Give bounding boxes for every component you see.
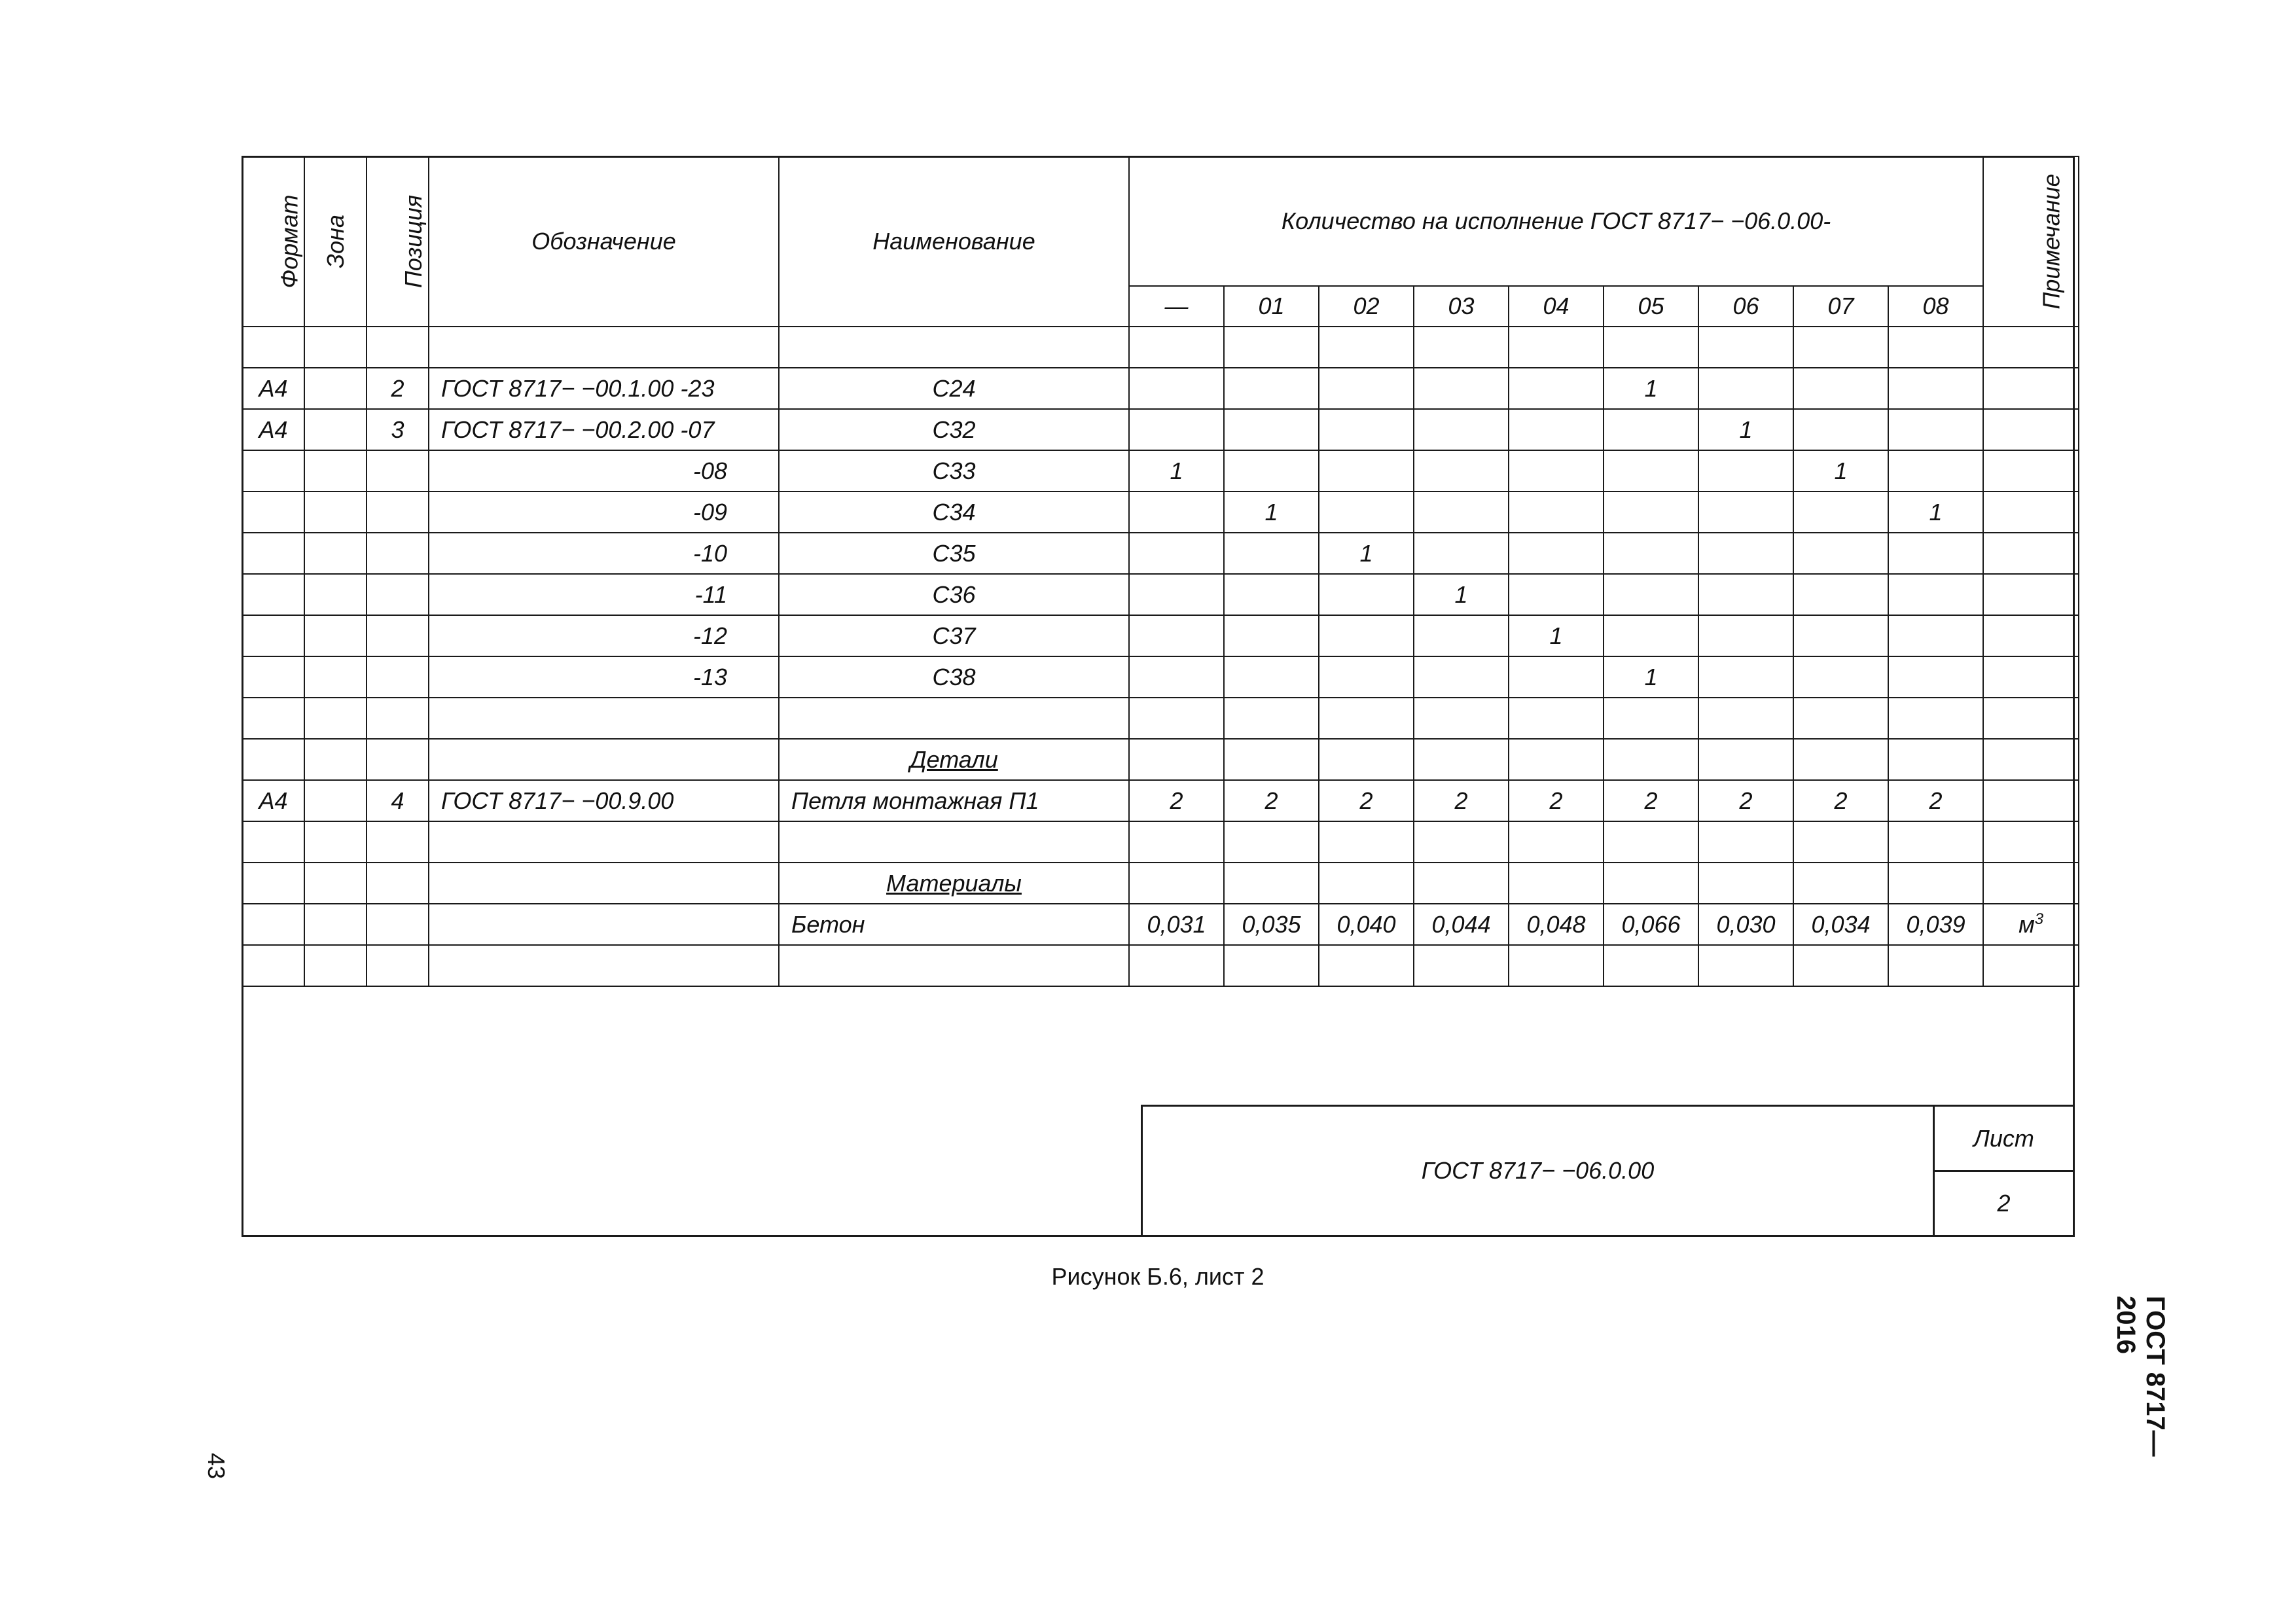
cell-designation: -09 xyxy=(429,491,779,533)
cell-position: 4 xyxy=(367,780,429,821)
cell-quantity xyxy=(1888,368,1983,409)
header-variant: 04 xyxy=(1509,286,1604,327)
cell-designation: -10 xyxy=(429,533,779,574)
cell-quantity: 1 xyxy=(1509,615,1604,656)
cell-quantity xyxy=(1793,656,1888,698)
cell-zone xyxy=(304,656,367,698)
sheet-label: Лист xyxy=(1973,1124,2034,1152)
cell-designation: -08 xyxy=(429,450,779,491)
cell-format xyxy=(242,574,304,615)
cell-position: 3 xyxy=(367,409,429,450)
cell-quantity xyxy=(1509,491,1604,533)
cell-name: С35 xyxy=(779,533,1129,574)
cell-quantity xyxy=(1793,615,1888,656)
cell-quantity xyxy=(1509,863,1604,904)
sheet-number: 2 xyxy=(1997,1190,2011,1217)
cell-quantity xyxy=(1698,615,1793,656)
cell-quantity xyxy=(1224,327,1319,368)
header-variant: 02 xyxy=(1319,286,1414,327)
header-variant: — xyxy=(1129,286,1224,327)
cell-section-heading xyxy=(779,739,1129,780)
cell-quantity xyxy=(1888,615,1983,656)
cell-quantity xyxy=(1793,698,1888,739)
cell-quantity xyxy=(1888,821,1983,863)
cell-designation xyxy=(429,863,779,904)
cell-quantity xyxy=(1224,533,1319,574)
cell-quantity xyxy=(1224,368,1319,409)
cell-position xyxy=(367,698,429,739)
table-row xyxy=(242,780,2079,821)
cell-designation: -11 xyxy=(429,574,779,615)
cell-name xyxy=(779,945,1129,986)
cell-quantity xyxy=(1793,863,1888,904)
cell-quantity xyxy=(1129,698,1224,739)
cell-quantity xyxy=(1604,574,1698,615)
cell-quantity: 0,044 xyxy=(1414,904,1509,945)
cell-quantity: 0,031 xyxy=(1129,904,1224,945)
cell-quantity xyxy=(1888,574,1983,615)
cell-quantity xyxy=(1698,698,1793,739)
cell-name: Петля монтажная П1 xyxy=(779,780,1129,821)
cell-designation: -13 xyxy=(429,656,779,698)
cell-quantity xyxy=(1414,739,1509,780)
cell-quantity xyxy=(1319,409,1414,450)
cell-quantity: 2 xyxy=(1888,780,1983,821)
cell-quantity xyxy=(1129,327,1224,368)
cell-note xyxy=(1983,739,2079,780)
cell-quantity xyxy=(1414,409,1509,450)
header-note: Примечание xyxy=(1983,156,2079,327)
cell-quantity xyxy=(1888,533,1983,574)
page-number: 43 xyxy=(203,1452,230,1480)
cell-quantity xyxy=(1319,821,1414,863)
cell-designation: ГОСТ 8717− −00.9.00 xyxy=(429,780,779,821)
cell-quantity xyxy=(1793,821,1888,863)
cell-quantity xyxy=(1888,327,1983,368)
cell-zone xyxy=(304,615,367,656)
cell-quantity xyxy=(1698,656,1793,698)
cell-quantity xyxy=(1319,656,1414,698)
cell-name xyxy=(779,698,1129,739)
cell-position xyxy=(367,904,429,945)
cell-quantity xyxy=(1129,656,1224,698)
cell-quantity xyxy=(1319,491,1414,533)
note-unit: м xyxy=(2018,911,2035,938)
cell-quantity: 2 xyxy=(1793,780,1888,821)
cell-quantity: 1 xyxy=(1129,450,1224,491)
cell-quantity xyxy=(1604,698,1698,739)
cell-note xyxy=(1983,945,2079,986)
cell-position xyxy=(367,863,429,904)
header-variant: 06 xyxy=(1698,286,1793,327)
cell-quantity xyxy=(1129,368,1224,409)
cell-format: А4 xyxy=(242,780,304,821)
cell-zone xyxy=(304,450,367,491)
table-row xyxy=(242,945,2079,986)
cell-quantity xyxy=(1793,574,1888,615)
cell-zone xyxy=(304,904,367,945)
cell-quantity xyxy=(1129,615,1224,656)
cell-position xyxy=(367,450,429,491)
cell-format xyxy=(242,904,304,945)
section-heading: Материалы xyxy=(886,869,1022,897)
cell-quantity xyxy=(1509,533,1604,574)
cell-note xyxy=(1983,491,2079,533)
cell-zone xyxy=(304,698,367,739)
cell-designation xyxy=(429,698,779,739)
cell-zone xyxy=(304,491,367,533)
cell-quantity xyxy=(1698,863,1793,904)
cell-quantity xyxy=(1604,821,1698,863)
cell-name: С34 xyxy=(779,491,1129,533)
cell-quantity: 2 xyxy=(1414,780,1509,821)
cell-format xyxy=(242,656,304,698)
cell-designation: -12 xyxy=(429,615,779,656)
cell-note xyxy=(1983,821,2079,863)
cell-quantity xyxy=(1414,821,1509,863)
cell-quantity: 0,035 xyxy=(1224,904,1319,945)
cell-quantity xyxy=(1414,327,1509,368)
cell-position xyxy=(367,491,429,533)
cell-quantity xyxy=(1698,491,1793,533)
cell-quantity xyxy=(1319,327,1414,368)
cell-section-heading xyxy=(779,863,1129,904)
header-variant: 05 xyxy=(1604,286,1698,327)
cell-quantity xyxy=(1509,368,1604,409)
cell-quantity xyxy=(1414,368,1509,409)
cell-quantity xyxy=(1414,698,1509,739)
cell-quantity xyxy=(1129,574,1224,615)
cell-quantity xyxy=(1509,574,1604,615)
cell-format xyxy=(242,327,304,368)
cell-quantity xyxy=(1319,450,1414,491)
cell-quantity xyxy=(1129,945,1224,986)
cell-quantity xyxy=(1129,821,1224,863)
figure-caption: Рисунок Б.6, лист 2 xyxy=(1051,1263,1265,1290)
cell-quantity xyxy=(1319,698,1414,739)
title-block-document: ГОСТ 8717− −06.0.00 xyxy=(1421,1157,1655,1184)
cell-quantity xyxy=(1129,863,1224,904)
cell-designation xyxy=(429,945,779,986)
cell-quantity: 0,034 xyxy=(1793,904,1888,945)
table-row xyxy=(242,533,2079,574)
cell-note xyxy=(1983,904,2079,945)
table-row xyxy=(242,698,2079,739)
cell-format xyxy=(242,533,304,574)
cell-format xyxy=(242,821,304,863)
table-row xyxy=(242,863,2079,904)
cell-quantity xyxy=(1224,656,1319,698)
header-variant: 08 xyxy=(1888,286,1983,327)
table-row xyxy=(242,574,2079,615)
cell-quantity xyxy=(1319,368,1414,409)
cell-position xyxy=(367,574,429,615)
cell-quantity xyxy=(1509,739,1604,780)
cell-quantity: 0,066 xyxy=(1604,904,1698,945)
cell-zone xyxy=(304,863,367,904)
cell-designation xyxy=(429,739,779,780)
cell-quantity xyxy=(1888,945,1983,986)
cell-quantity xyxy=(1224,821,1319,863)
cell-quantity: 2 xyxy=(1224,780,1319,821)
cell-quantity: 2 xyxy=(1319,780,1414,821)
header-variant: 03 xyxy=(1414,286,1509,327)
cell-zone xyxy=(304,327,367,368)
cell-quantity xyxy=(1888,450,1983,491)
cell-quantity xyxy=(1129,739,1224,780)
cell-quantity xyxy=(1793,945,1888,986)
cell-quantity xyxy=(1888,409,1983,450)
cell-note xyxy=(1983,656,2079,698)
cell-position xyxy=(367,615,429,656)
cell-zone xyxy=(304,945,367,986)
cell-position: 2 xyxy=(367,368,429,409)
cell-quantity xyxy=(1414,491,1509,533)
cell-position xyxy=(367,533,429,574)
cell-position xyxy=(367,327,429,368)
cell-quantity: 2 xyxy=(1509,780,1604,821)
cell-quantity: 0,039 xyxy=(1888,904,1983,945)
cell-quantity xyxy=(1793,491,1888,533)
cell-quantity xyxy=(1319,574,1414,615)
cell-name: С33 xyxy=(779,450,1129,491)
cell-name xyxy=(779,821,1129,863)
cell-quantity xyxy=(1509,656,1604,698)
cell-designation xyxy=(429,327,779,368)
header-variant: 01 xyxy=(1224,286,1319,327)
cell-quantity xyxy=(1698,574,1793,615)
cell-quantity xyxy=(1698,368,1793,409)
cell-quantity xyxy=(1414,450,1509,491)
cell-quantity xyxy=(1604,450,1698,491)
cell-quantity xyxy=(1224,409,1319,450)
cell-quantity xyxy=(1604,945,1698,986)
cell-format: А4 xyxy=(242,409,304,450)
table-row xyxy=(242,615,2079,656)
cell-quantity: 0,048 xyxy=(1509,904,1604,945)
cell-name: С24 xyxy=(779,368,1129,409)
header-designation: Обозначение xyxy=(429,156,779,327)
cell-note xyxy=(1983,409,2079,450)
cell-quantity xyxy=(1414,863,1509,904)
header-zone: Зона xyxy=(304,156,367,327)
cell-quantity xyxy=(1224,863,1319,904)
cell-format: А4 xyxy=(242,368,304,409)
cell-note xyxy=(1983,615,2079,656)
cell-quantity xyxy=(1793,368,1888,409)
cell-note xyxy=(1983,533,2079,574)
header-position: Позиция xyxy=(367,156,429,327)
cell-quantity xyxy=(1509,821,1604,863)
cell-quantity xyxy=(1698,533,1793,574)
cell-quantity xyxy=(1224,450,1319,491)
section-heading: Детали xyxy=(910,745,998,773)
cell-note xyxy=(1983,574,2079,615)
cell-quantity xyxy=(1319,945,1414,986)
cell-quantity: 2 xyxy=(1698,780,1793,821)
cell-quantity xyxy=(1319,739,1414,780)
cell-name: С38 xyxy=(779,656,1129,698)
table-row xyxy=(242,450,2079,491)
cell-designation xyxy=(429,821,779,863)
cell-quantity: 0,030 xyxy=(1698,904,1793,945)
cell-quantity: 1 xyxy=(1414,574,1509,615)
cell-quantity: 0,040 xyxy=(1319,904,1414,945)
cell-quantity xyxy=(1698,327,1793,368)
cell-quantity xyxy=(1698,450,1793,491)
cell-quantity xyxy=(1129,491,1224,533)
cell-note xyxy=(1983,780,2079,821)
table-row xyxy=(242,327,2079,368)
cell-name: С32 xyxy=(779,409,1129,450)
cell-designation: ГОСТ 8717− −00.1.00 -23 xyxy=(429,368,779,409)
cell-format xyxy=(242,491,304,533)
cell-zone xyxy=(304,739,367,780)
cell-zone xyxy=(304,409,367,450)
header-name: Наименование xyxy=(779,156,1129,327)
cell-quantity xyxy=(1129,533,1224,574)
cell-quantity: 2 xyxy=(1604,780,1698,821)
gost-standard-label: ГОСТ 8717—2016 xyxy=(2111,1296,2170,1457)
note-unit-exponent: 3 xyxy=(2034,910,2044,928)
cell-quantity xyxy=(1509,327,1604,368)
cell-quantity: 1 xyxy=(1604,656,1698,698)
cell-name: С37 xyxy=(779,615,1129,656)
cell-name: Бетон xyxy=(779,904,1129,945)
cell-zone xyxy=(304,780,367,821)
cell-quantity xyxy=(1509,945,1604,986)
cell-position xyxy=(367,821,429,863)
cell-note xyxy=(1983,450,2079,491)
table-row xyxy=(242,821,2079,863)
cell-format xyxy=(242,615,304,656)
cell-quantity: 1 xyxy=(1888,491,1983,533)
cell-format xyxy=(242,945,304,986)
cell-quantity xyxy=(1224,698,1319,739)
cell-zone xyxy=(304,821,367,863)
cell-quantity xyxy=(1129,409,1224,450)
cell-quantity xyxy=(1604,533,1698,574)
cell-zone xyxy=(304,574,367,615)
cell-format xyxy=(242,739,304,780)
cell-zone xyxy=(304,533,367,574)
header-variant: 07 xyxy=(1793,286,1888,327)
cell-quantity xyxy=(1509,698,1604,739)
cell-note xyxy=(1983,327,2079,368)
cell-format xyxy=(242,698,304,739)
cell-name xyxy=(779,327,1129,368)
table-row xyxy=(242,904,2079,945)
cell-quantity: 1 xyxy=(1698,409,1793,450)
cell-quantity: 1 xyxy=(1224,491,1319,533)
cell-quantity xyxy=(1793,409,1888,450)
cell-note xyxy=(1983,698,2079,739)
cell-quantity xyxy=(1604,739,1698,780)
cell-quantity xyxy=(1888,863,1983,904)
cell-quantity xyxy=(1224,574,1319,615)
cell-quantity xyxy=(1888,739,1983,780)
cell-quantity: 1 xyxy=(1604,368,1698,409)
cell-format xyxy=(242,450,304,491)
header-quantity: Количество на исполнение ГОСТ 8717− −06.0.00- xyxy=(1129,156,1983,286)
cell-quantity xyxy=(1224,945,1319,986)
cell-quantity xyxy=(1604,409,1698,450)
cell-quantity xyxy=(1604,615,1698,656)
specification-table xyxy=(242,156,2079,987)
cell-position xyxy=(367,656,429,698)
table-row xyxy=(242,739,2079,780)
table-row xyxy=(242,409,2079,450)
cell-quantity xyxy=(1888,656,1983,698)
cell-name: С36 xyxy=(779,574,1129,615)
cell-quantity xyxy=(1604,327,1698,368)
cell-format xyxy=(242,863,304,904)
cell-designation: ГОСТ 8717− −00.2.00 -07 xyxy=(429,409,779,450)
cell-quantity xyxy=(1414,533,1509,574)
cell-designation xyxy=(429,904,779,945)
cell-position xyxy=(367,945,429,986)
cell-note xyxy=(1983,863,2079,904)
cell-quantity xyxy=(1319,615,1414,656)
cell-position xyxy=(367,739,429,780)
cell-quantity xyxy=(1414,945,1509,986)
cell-zone xyxy=(304,368,367,409)
cell-quantity xyxy=(1319,863,1414,904)
cell-quantity xyxy=(1793,533,1888,574)
cell-quantity xyxy=(1224,615,1319,656)
cell-quantity xyxy=(1604,863,1698,904)
cell-quantity xyxy=(1604,491,1698,533)
cell-quantity: 1 xyxy=(1319,533,1414,574)
cell-quantity: 2 xyxy=(1129,780,1224,821)
table-row xyxy=(242,491,2079,533)
cell-quantity xyxy=(1793,739,1888,780)
cell-quantity xyxy=(1888,698,1983,739)
cell-quantity: 1 xyxy=(1793,450,1888,491)
header-format: Формат xyxy=(242,156,304,327)
cell-quantity xyxy=(1793,327,1888,368)
cell-quantity xyxy=(1698,821,1793,863)
table-row xyxy=(242,368,2079,409)
cell-quantity xyxy=(1698,945,1793,986)
table-row xyxy=(242,656,2079,698)
cell-quantity xyxy=(1509,450,1604,491)
cell-quantity xyxy=(1698,739,1793,780)
cell-quantity xyxy=(1414,615,1509,656)
cell-quantity xyxy=(1509,409,1604,450)
cell-quantity xyxy=(1224,739,1319,780)
cell-quantity xyxy=(1414,656,1509,698)
cell-note xyxy=(1983,368,2079,409)
